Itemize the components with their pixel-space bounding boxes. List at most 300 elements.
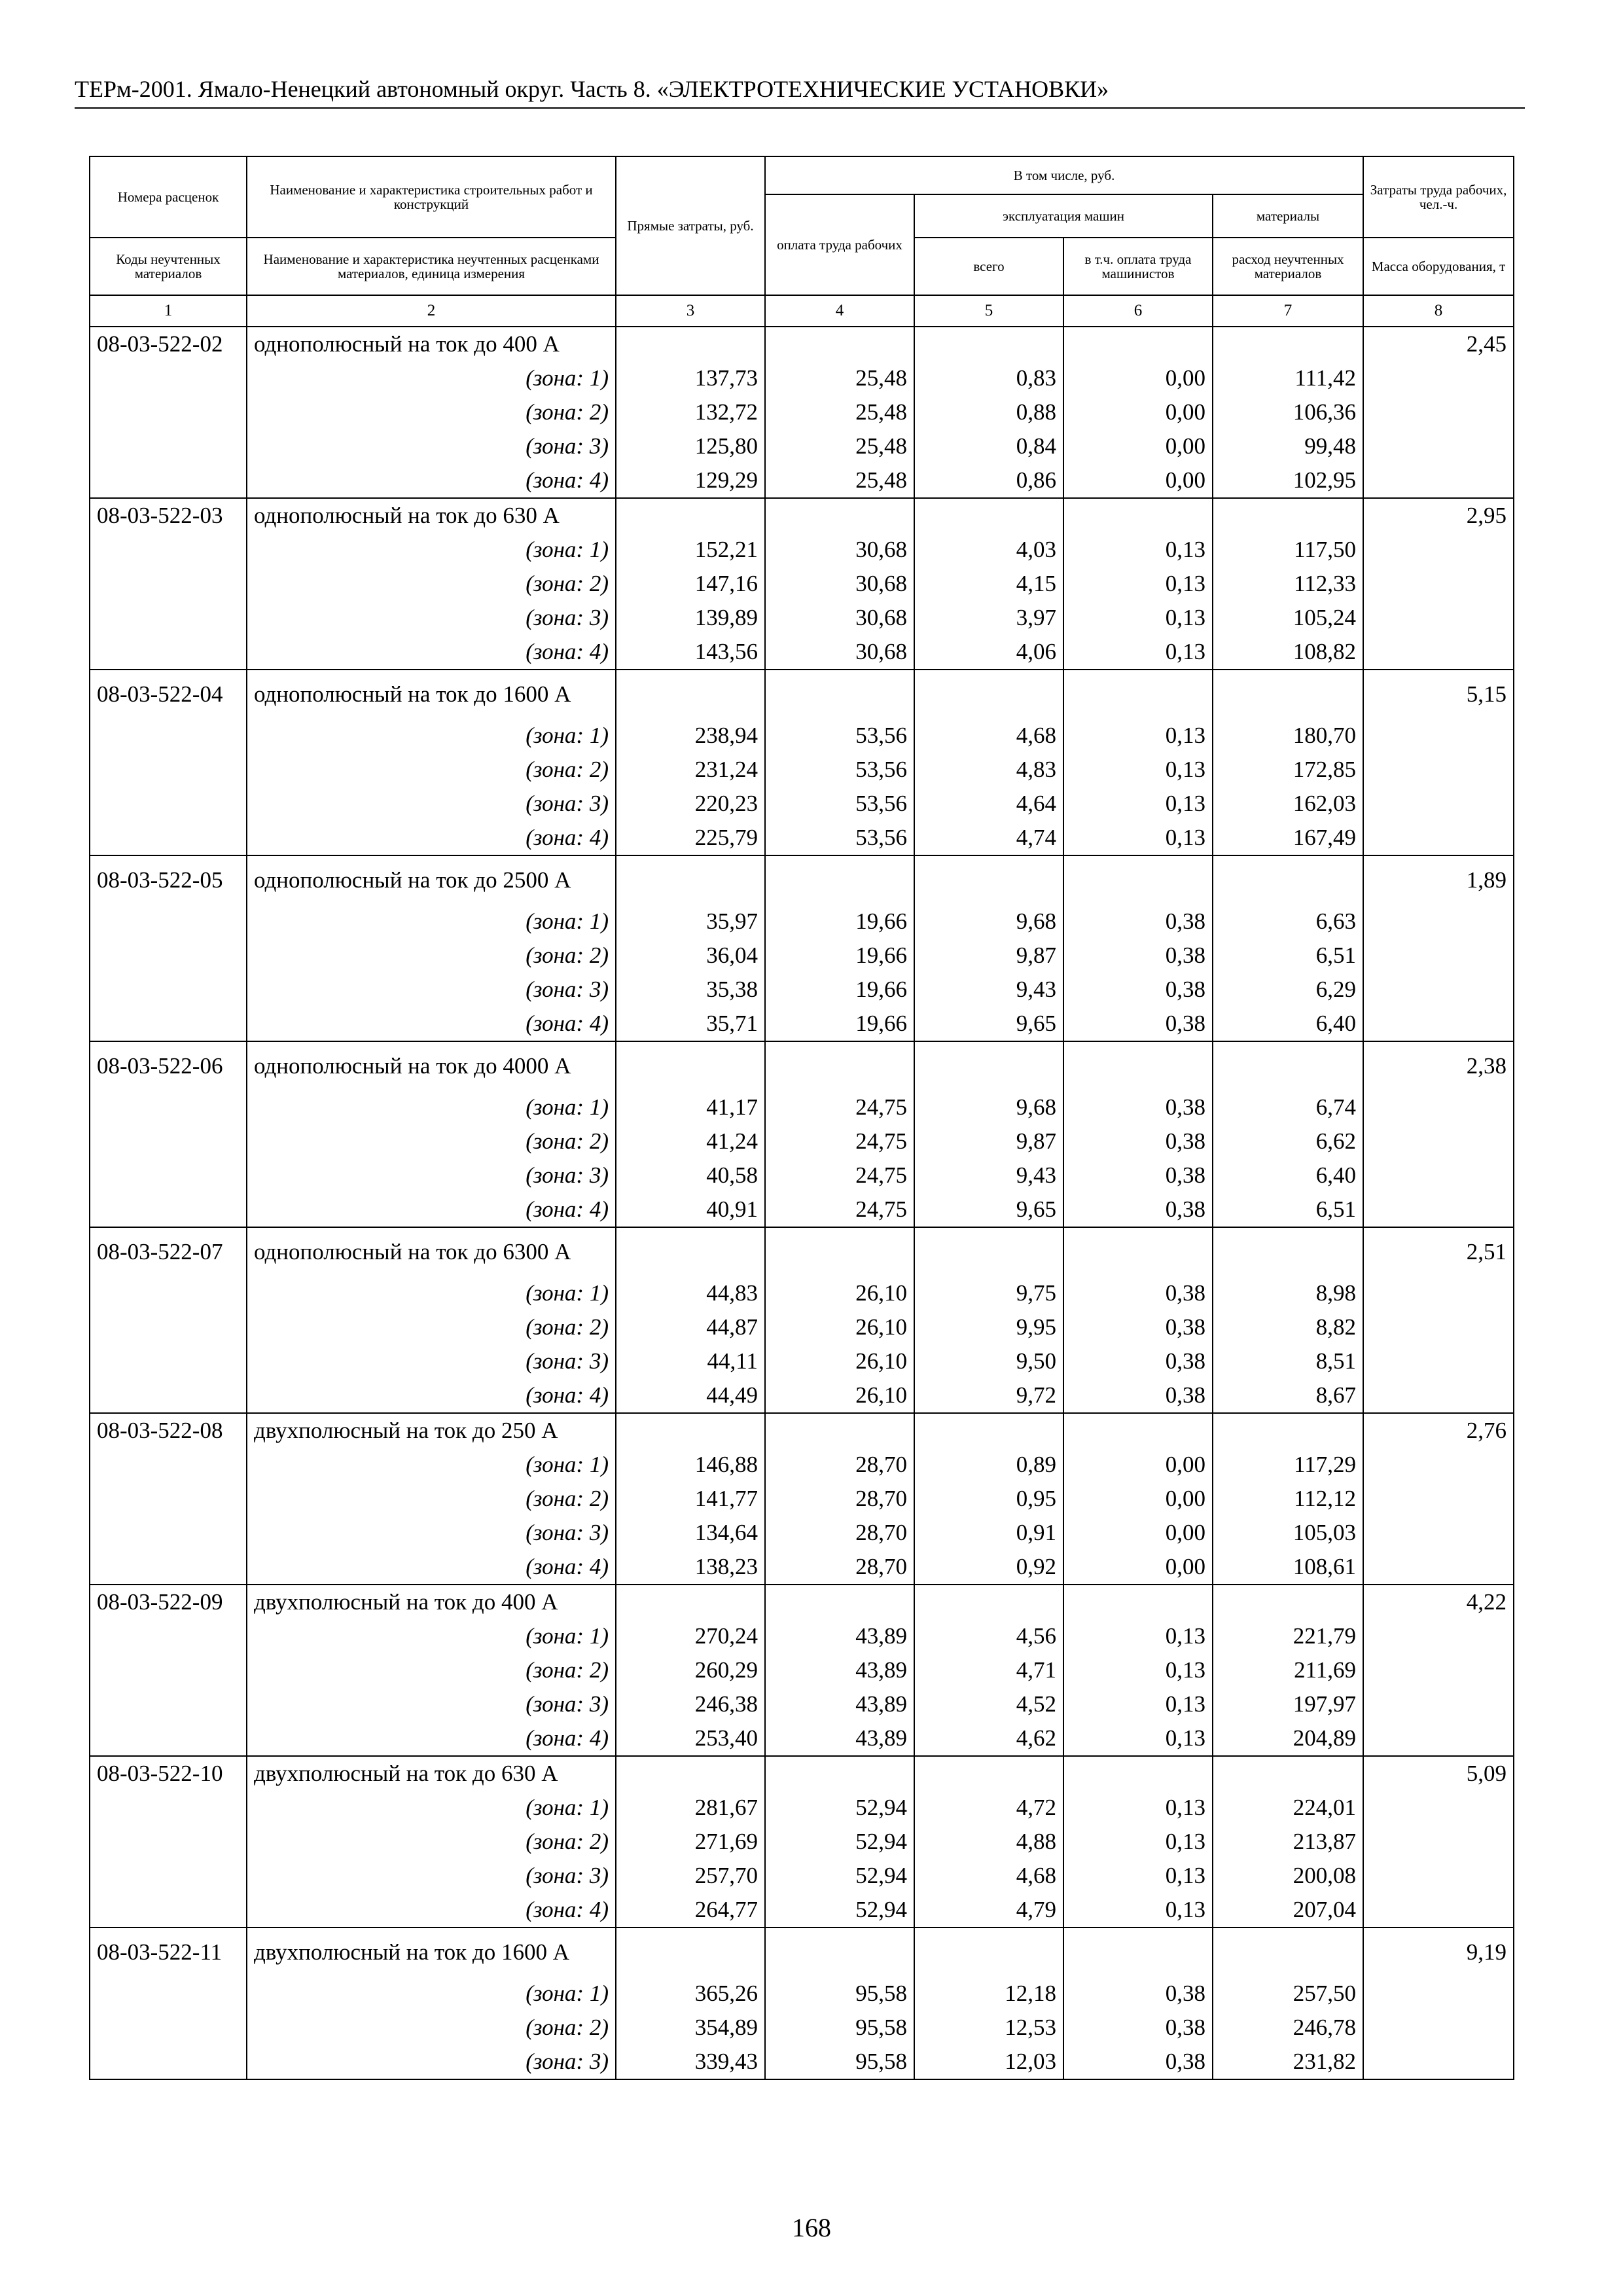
zone-row <box>90 973 1514 1007</box>
empty-cell <box>1363 719 1514 753</box>
empty-cell <box>90 1124 247 1158</box>
empty-cell <box>1063 1413 1213 1448</box>
empty-cell <box>90 821 247 855</box>
operator-pay: 0,38 <box>1063 1276 1213 1310</box>
empty-cell <box>1363 1859 1514 1893</box>
labor-costs: 9,19 <box>1363 1928 1514 1977</box>
header-labor-pay: оплата труда рабочих <box>765 194 914 295</box>
machines-total: 4,56 <box>914 1619 1063 1653</box>
material-use: 6,62 <box>1213 1124 1363 1158</box>
empty-cell <box>1063 1041 1213 1090</box>
empty-cell <box>765 670 914 719</box>
empty-cell <box>90 1825 247 1859</box>
zone-label: (зона: 2) <box>247 1653 616 1687</box>
column-number: 8 <box>1363 295 1514 327</box>
zone-row <box>90 395 1514 429</box>
empty-cell <box>1213 327 1363 361</box>
zone-row <box>90 1721 1514 1756</box>
labor-pay: 30,68 <box>765 533 914 567</box>
zone-label: (зона: 1) <box>247 361 616 395</box>
material-use: 180,70 <box>1213 719 1363 753</box>
zone-label: (зона: 2) <box>247 567 616 601</box>
zone-label: (зона: 1) <box>247 719 616 753</box>
empty-cell <box>616 1928 765 1977</box>
operator-pay: 0,38 <box>1063 1378 1213 1413</box>
table-row <box>90 670 1514 719</box>
zone-label: (зона: 2) <box>247 2011 616 2045</box>
zone-row <box>90 719 1514 753</box>
operator-pay: 0,13 <box>1063 533 1213 567</box>
zone-label: (зона: 3) <box>247 1687 616 1721</box>
empty-cell <box>90 429 247 463</box>
material-use: 6,51 <box>1213 939 1363 973</box>
material-use: 231,82 <box>1213 2045 1363 2079</box>
labor-pay: 28,70 <box>765 1550 914 1585</box>
empty-cell <box>90 1721 247 1756</box>
direct-costs: 125,80 <box>616 429 765 463</box>
table-row <box>90 1227 1514 1276</box>
machines-total: 0,86 <box>914 463 1063 498</box>
empty-cell <box>1213 1413 1363 1448</box>
direct-costs: 44,11 <box>616 1344 765 1378</box>
machines-total: 4,71 <box>914 1653 1063 1687</box>
direct-costs: 257,70 <box>616 1859 765 1893</box>
empty-cell <box>1363 1893 1514 1928</box>
material-use: 112,33 <box>1213 567 1363 601</box>
direct-costs: 264,77 <box>616 1893 765 1928</box>
direct-costs: 35,71 <box>616 1007 765 1041</box>
machines-total: 12,03 <box>914 2045 1063 2079</box>
labor-pay: 43,89 <box>765 1619 914 1653</box>
empty-cell <box>1063 1585 1213 1619</box>
direct-costs: 129,29 <box>616 463 765 498</box>
empty-cell <box>616 1041 765 1090</box>
zone-row <box>90 2011 1514 2045</box>
work-description <box>247 327 616 361</box>
machines-total: 9,72 <box>914 1378 1063 1413</box>
work-description-text: однополюсный на ток до 4000 А <box>254 1053 571 1079</box>
empty-cell <box>90 635 247 670</box>
zone-label: (зона: 3) <box>247 973 616 1007</box>
operator-pay: 0,00 <box>1063 1516 1213 1550</box>
machines-total: 9,50 <box>914 1344 1063 1378</box>
empty-cell <box>90 787 247 821</box>
zone-label: (зона: 4) <box>247 1893 616 1928</box>
empty-cell <box>616 855 765 905</box>
machines-total: 4,68 <box>914 719 1063 753</box>
machines-total: 0,89 <box>914 1448 1063 1482</box>
empty-cell <box>1363 1791 1514 1825</box>
direct-costs: 137,73 <box>616 361 765 395</box>
rate-code: 08-03-522-07 <box>90 1227 247 1276</box>
machines-total: 4,68 <box>914 1859 1063 1893</box>
header-machines: эксплуатация машин <box>914 194 1213 238</box>
empty-cell <box>1363 905 1514 939</box>
machines-total: 4,64 <box>914 787 1063 821</box>
labor-pay: 52,94 <box>765 1859 914 1893</box>
empty-cell <box>765 498 914 533</box>
zone-row <box>90 635 1514 670</box>
empty-cell <box>90 2011 247 2045</box>
zone-row <box>90 1653 1514 1687</box>
rate-code: 08-03-522-10 <box>90 1756 247 1791</box>
labor-costs: 2,38 <box>1363 1041 1514 1090</box>
work-description-text: двухполюсный на ток до 250 А <box>254 1418 558 1443</box>
empty-cell <box>1363 821 1514 855</box>
document-header: ТЕРм-2001. Ямало-Ненецкий автономный округ. Часть 8. «ЭЛЕКТРОТЕХНИЧЕСКИЕ УСТАНОВКИ» <box>75 71 1525 109</box>
labor-pay: 25,48 <box>765 463 914 498</box>
column-number: 2 <box>247 295 616 327</box>
machines-total: 9,43 <box>914 973 1063 1007</box>
work-description <box>247 1413 616 1448</box>
empty-cell <box>90 939 247 973</box>
empty-cell <box>1363 1687 1514 1721</box>
direct-costs: 44,49 <box>616 1378 765 1413</box>
zone-label: (зона: 3) <box>247 1158 616 1193</box>
zone-label: (зона: 3) <box>247 601 616 635</box>
zone-label: (зона: 2) <box>247 753 616 787</box>
zone-label: (зона: 1) <box>247 905 616 939</box>
empty-cell <box>616 1756 765 1791</box>
labor-costs: 2,95 <box>1363 498 1514 533</box>
zone-row <box>90 1344 1514 1378</box>
empty-cell <box>90 567 247 601</box>
direct-costs: 231,24 <box>616 753 765 787</box>
zone-label: (зона: 4) <box>247 1721 616 1756</box>
empty-cell <box>90 395 247 429</box>
empty-cell <box>765 1928 914 1977</box>
empty-cell <box>616 327 765 361</box>
rate-code: 08-03-522-11 <box>90 1928 247 1977</box>
direct-costs: 238,94 <box>616 719 765 753</box>
empty-cell <box>1363 2011 1514 2045</box>
zone-label: (зона: 3) <box>247 787 616 821</box>
zone-row <box>90 1193 1514 1227</box>
zone-label: (зона: 3) <box>247 1859 616 1893</box>
empty-cell <box>1363 1124 1514 1158</box>
operator-pay: 0,38 <box>1063 1007 1213 1041</box>
zone-label: (зона: 4) <box>247 821 616 855</box>
labor-pay: 24,75 <box>765 1090 914 1124</box>
empty-cell <box>1363 533 1514 567</box>
material-use: 8,51 <box>1213 1344 1363 1378</box>
machines-total: 0,88 <box>914 395 1063 429</box>
empty-cell <box>914 1041 1063 1090</box>
empty-cell <box>765 855 914 905</box>
direct-costs: 354,89 <box>616 2011 765 2045</box>
machines-total: 0,83 <box>914 361 1063 395</box>
material-use: 207,04 <box>1213 1893 1363 1928</box>
page-number: 168 <box>792 2213 831 2242</box>
labor-costs: 1,89 <box>1363 855 1514 905</box>
empty-cell <box>90 1448 247 1482</box>
material-use: 8,67 <box>1213 1378 1363 1413</box>
operator-pay: 0,38 <box>1063 1344 1213 1378</box>
empty-cell <box>616 1413 765 1448</box>
labor-pay: 95,58 <box>765 2045 914 2079</box>
direct-costs: 141,77 <box>616 1482 765 1516</box>
labor-pay: 25,48 <box>765 395 914 429</box>
labor-pay: 43,89 <box>765 1721 914 1756</box>
labor-costs: 5,15 <box>1363 670 1514 719</box>
column-number: 1 <box>90 295 247 327</box>
zone-label: (зона: 4) <box>247 463 616 498</box>
direct-costs: 36,04 <box>616 939 765 973</box>
zone-label: (зона: 1) <box>247 1276 616 1310</box>
empty-cell <box>1063 855 1213 905</box>
table-row <box>90 1041 1514 1090</box>
machines-total: 0,91 <box>914 1516 1063 1550</box>
operator-pay: 0,13 <box>1063 635 1213 670</box>
zone-row <box>90 1378 1514 1413</box>
direct-costs: 146,88 <box>616 1448 765 1482</box>
header-direct-costs: Прямые затраты, руб. <box>616 156 765 295</box>
work-description-text: однополюсный на ток до 630 А <box>254 503 560 528</box>
labor-pay: 19,66 <box>765 939 914 973</box>
material-use: 6,63 <box>1213 905 1363 939</box>
machines-total: 4,74 <box>914 821 1063 855</box>
operator-pay: 0,00 <box>1063 1482 1213 1516</box>
empty-cell <box>90 719 247 753</box>
zone-label: (зона: 4) <box>247 1007 616 1041</box>
operator-pay: 0,38 <box>1063 2045 1213 2079</box>
empty-cell <box>90 361 247 395</box>
empty-cell <box>616 1585 765 1619</box>
zone-row <box>90 821 1514 855</box>
machines-total: 4,03 <box>914 533 1063 567</box>
operator-pay: 0,38 <box>1063 1310 1213 1344</box>
empty-cell <box>1063 1756 1213 1791</box>
material-use: 117,50 <box>1213 533 1363 567</box>
zone-label: (зона: 1) <box>247 533 616 567</box>
direct-costs: 44,87 <box>616 1310 765 1344</box>
direct-costs: 220,23 <box>616 787 765 821</box>
labor-costs: 2,51 <box>1363 1227 1514 1276</box>
empty-cell <box>1213 670 1363 719</box>
empty-cell <box>90 1977 247 2011</box>
direct-costs: 246,38 <box>616 1687 765 1721</box>
material-use: 8,98 <box>1213 1276 1363 1310</box>
column-number: 4 <box>765 295 914 327</box>
labor-pay: 53,56 <box>765 753 914 787</box>
operator-pay: 0,13 <box>1063 1893 1213 1928</box>
column-number: 6 <box>1063 295 1213 327</box>
work-description-text: однополюсный на ток до 1600 А <box>254 681 571 707</box>
empty-cell <box>1213 1227 1363 1276</box>
rate-code: 08-03-522-04 <box>90 670 247 719</box>
zone-label: (зона: 4) <box>247 1378 616 1413</box>
material-use: 211,69 <box>1213 1653 1363 1687</box>
empty-cell <box>90 1007 247 1041</box>
machines-total: 9,68 <box>914 1090 1063 1124</box>
work-description-text: однополюсный на ток до 2500 А <box>254 867 571 893</box>
empty-cell <box>1213 1756 1363 1791</box>
header-material-names: Наименование и характеристика неучтенных расценками материалов, единица измерения <box>247 238 616 295</box>
empty-cell <box>1063 327 1213 361</box>
zone-row <box>90 1977 1514 2011</box>
labor-pay: 26,10 <box>765 1378 914 1413</box>
empty-cell <box>90 1791 247 1825</box>
rate-code: 08-03-522-09 <box>90 1585 247 1619</box>
empty-cell <box>1213 498 1363 533</box>
zone-row <box>90 429 1514 463</box>
empty-cell <box>1363 361 1514 395</box>
operator-pay: 0,38 <box>1063 1977 1213 2011</box>
zone-label: (зона: 4) <box>247 1550 616 1585</box>
empty-cell <box>1363 463 1514 498</box>
work-description-text: двухполюсный на ток до 400 А <box>254 1589 558 1615</box>
operator-pay: 0,13 <box>1063 567 1213 601</box>
material-use: 6,40 <box>1213 1158 1363 1193</box>
empty-cell <box>90 1687 247 1721</box>
machines-total: 12,18 <box>914 1977 1063 2011</box>
direct-costs: 281,67 <box>616 1791 765 1825</box>
operator-pay: 0,38 <box>1063 905 1213 939</box>
rate-code: 08-03-522-02 <box>90 327 247 361</box>
zone-row <box>90 1276 1514 1310</box>
labor-pay: 24,75 <box>765 1193 914 1227</box>
empty-cell <box>616 670 765 719</box>
labor-costs: 5,09 <box>1363 1756 1514 1791</box>
zone-row <box>90 1007 1514 1041</box>
empty-cell <box>1363 1653 1514 1687</box>
header-labor-costs: Затраты труда рабочих, чел.-ч. <box>1363 156 1514 238</box>
labor-pay: 19,66 <box>765 905 914 939</box>
zone-label: (зона: 4) <box>247 635 616 670</box>
zone-row <box>90 1893 1514 1928</box>
work-description <box>247 1928 616 1977</box>
empty-cell <box>914 855 1063 905</box>
zone-row <box>90 567 1514 601</box>
table-header <box>90 156 1514 327</box>
operator-pay: 0,13 <box>1063 821 1213 855</box>
labor-pay: 19,66 <box>765 973 914 1007</box>
empty-cell <box>1213 1585 1363 1619</box>
labor-costs: 4,22 <box>1363 1585 1514 1619</box>
direct-costs: 35,38 <box>616 973 765 1007</box>
material-use: 106,36 <box>1213 395 1363 429</box>
empty-cell <box>90 1090 247 1124</box>
labor-pay: 28,70 <box>765 1448 914 1482</box>
zone-row <box>90 939 1514 973</box>
empty-cell <box>914 1227 1063 1276</box>
header-work-name: Наименование и характеристика строительных работ и конструкций <box>247 156 616 238</box>
empty-cell <box>1363 1007 1514 1041</box>
empty-cell <box>1063 1928 1213 1977</box>
zone-row <box>90 1687 1514 1721</box>
empty-cell <box>1363 1482 1514 1516</box>
empty-cell <box>1363 1619 1514 1653</box>
material-use: 105,24 <box>1213 601 1363 635</box>
table-row <box>90 327 1514 361</box>
empty-cell <box>1213 855 1363 905</box>
empty-cell <box>1363 973 1514 1007</box>
rate-code: 08-03-522-06 <box>90 1041 247 1090</box>
work-description-text: однополюсный на ток до 400 А <box>254 331 560 357</box>
machines-total: 3,97 <box>914 601 1063 635</box>
operator-pay: 0,00 <box>1063 1448 1213 1482</box>
empty-cell <box>90 753 247 787</box>
header-including: В том числе, руб. <box>765 156 1363 194</box>
direct-costs: 35,97 <box>616 905 765 939</box>
machines-total: 4,72 <box>914 1791 1063 1825</box>
material-use: 257,50 <box>1213 1977 1363 2011</box>
material-use: 246,78 <box>1213 2011 1363 2045</box>
machines-total: 12,53 <box>914 2011 1063 2045</box>
empty-cell <box>90 463 247 498</box>
zone-row <box>90 1859 1514 1893</box>
material-use: 197,97 <box>1213 1687 1363 1721</box>
column-number: 5 <box>914 295 1063 327</box>
direct-costs: 139,89 <box>616 601 765 635</box>
material-use: 172,85 <box>1213 753 1363 787</box>
table-row <box>90 855 1514 905</box>
material-use: 224,01 <box>1213 1791 1363 1825</box>
machines-total: 9,68 <box>914 905 1063 939</box>
empty-cell <box>90 1344 247 1378</box>
zone-label: (зона: 1) <box>247 1977 616 2011</box>
direct-costs: 147,16 <box>616 567 765 601</box>
machines-total: 9,65 <box>914 1007 1063 1041</box>
zone-label: (зона: 2) <box>247 395 616 429</box>
labor-costs: 2,45 <box>1363 327 1514 361</box>
machines-total: 0,92 <box>914 1550 1063 1585</box>
operator-pay: 0,38 <box>1063 2011 1213 2045</box>
zone-label: (зона: 4) <box>247 1193 616 1227</box>
header-operator-pay: в т.ч. оплата труда машинистов <box>1063 238 1213 295</box>
labor-pay: 30,68 <box>765 635 914 670</box>
operator-pay: 0,00 <box>1063 395 1213 429</box>
zone-label: (зона: 3) <box>247 429 616 463</box>
machines-total: 9,87 <box>914 939 1063 973</box>
zone-row <box>90 2045 1514 2079</box>
zone-label: (зона: 1) <box>247 1791 616 1825</box>
direct-costs: 253,40 <box>616 1721 765 1756</box>
labor-pay: 95,58 <box>765 2011 914 2045</box>
material-use: 117,29 <box>1213 1448 1363 1482</box>
empty-cell <box>90 533 247 567</box>
empty-cell <box>765 1756 914 1791</box>
header-material-use: расход неучтенных материалов <box>1213 238 1363 295</box>
work-description <box>247 1756 616 1791</box>
header-rate-numbers: Номера расценок <box>90 156 247 238</box>
table-row <box>90 1756 1514 1791</box>
zone-row <box>90 1825 1514 1859</box>
empty-cell <box>1363 1378 1514 1413</box>
machines-total: 4,83 <box>914 753 1063 787</box>
empty-cell <box>765 1227 914 1276</box>
material-use: 213,87 <box>1213 1825 1363 1859</box>
zone-label: (зона: 1) <box>247 1090 616 1124</box>
material-use: 204,89 <box>1213 1721 1363 1756</box>
empty-cell <box>765 1041 914 1090</box>
operator-pay: 0,13 <box>1063 1619 1213 1653</box>
empty-cell <box>1363 1977 1514 2011</box>
column-number: 3 <box>616 295 765 327</box>
machines-total: 9,43 <box>914 1158 1063 1193</box>
header-material-codes: Коды неучтенных материалов <box>90 238 247 295</box>
empty-cell <box>914 1585 1063 1619</box>
labor-pay: 53,56 <box>765 821 914 855</box>
empty-cell <box>1363 635 1514 670</box>
work-description-text: однополюсный на ток до 6300 А <box>254 1239 571 1265</box>
zone-row <box>90 601 1514 635</box>
material-use: 8,82 <box>1213 1310 1363 1344</box>
labor-pay: 28,70 <box>765 1516 914 1550</box>
zone-label: (зона: 2) <box>247 1124 616 1158</box>
empty-cell <box>90 1516 247 1550</box>
material-use: 162,03 <box>1213 787 1363 821</box>
